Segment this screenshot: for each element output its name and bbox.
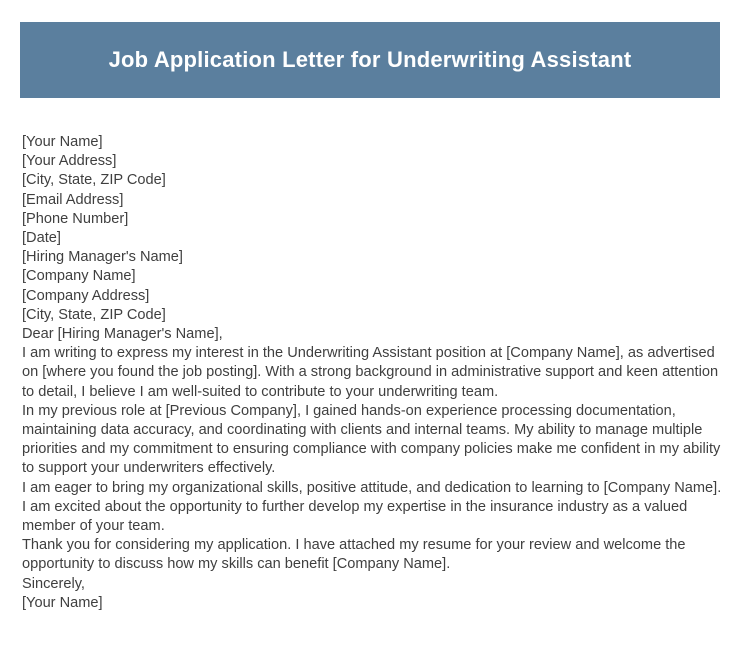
letter-paragraph: I am writing to express my interest in the Underwriting Assistant position at [Company Name], as advertised on [where you found the job posting]. With a strong background in administrative support and keen attention to detail, I believe I am well-suited to contribute to your underwriting team.: [22, 345, 719, 400]
sender-line: [Phone Number]: [22, 210, 129, 227]
sender-line: [City, State, ZIP Code]: [22, 172, 166, 189]
letter-body: [22, 133, 722, 613]
letter-paragraph: I am eager to bring my organizational skills, positive attitude, and dedication to learning to [Company Name]. I am excited about the opportunity to further develop my expertise in the insurance industry as a valued member of your team.: [22, 479, 722, 535]
recipient-line: [Company Address]: [22, 287, 150, 304]
document-header-band: [20, 22, 720, 98]
recipient-line: [Company Name]: [22, 268, 136, 285]
salutation: Dear [Hiring Manager's Name],: [22, 326, 223, 343]
closing: Sincerely,: [22, 575, 85, 592]
sender-line: [Email Address]: [22, 191, 124, 208]
letter-paragraph: Thank you for considering my application. I have attached my resume for your review and welcome the opportunity to discuss how my skills can benefit [Company Name].: [22, 537, 686, 573]
sender-line: [Your Name]: [22, 134, 103, 150]
sender-line: [Your Address]: [22, 153, 117, 170]
page-title: Job Application Letter for Underwriting Assistant: [108, 46, 632, 72]
letter-paragraph: In my previous role at [Previous Company], I gained hands-on experience processing documentation, maintaining data accuracy, and coordinating with clients and internal teams. My ability to manage multiple priorities and my commitment to ensuring compliance with company policies make me confident in my ability to support your underwriters effectively.: [22, 402, 721, 477]
signature: [Your Name]: [22, 594, 103, 611]
sender-line: [Date]: [22, 230, 61, 247]
recipient-line: [City, State, ZIP Code]: [22, 306, 166, 323]
recipient-line: [Hiring Manager's Name]: [22, 249, 183, 266]
recipient-address-block: [22, 248, 722, 325]
sender-address-block: [22, 133, 722, 248]
